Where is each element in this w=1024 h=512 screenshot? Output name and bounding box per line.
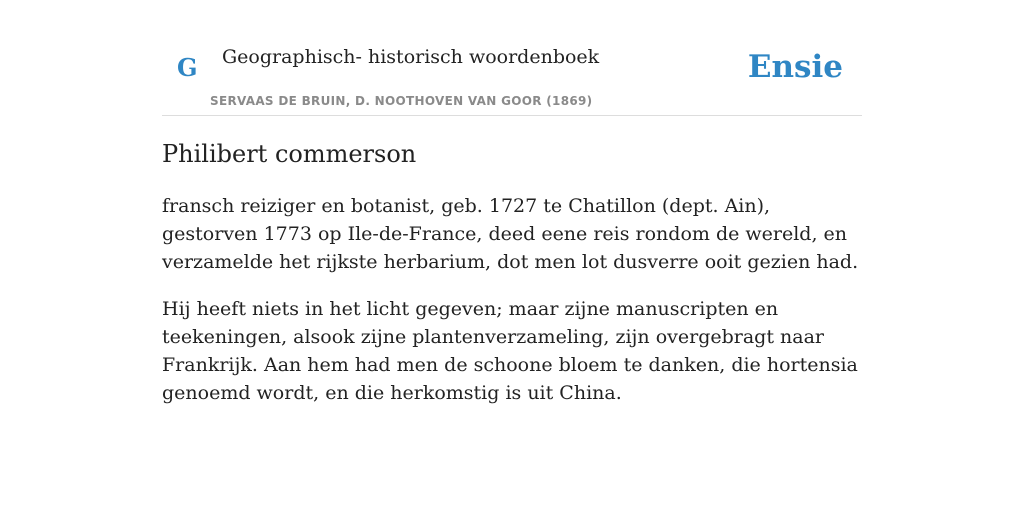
page-container (162, 0, 862, 404)
entry-title: Philibert commerson (162, 140, 417, 168)
entry-paragraph: fransch reiziger en botanist, geb. 1727 te Chatillon (dept. Ain), gestorven 1773 op Ile-de-France, deed eene reis rondom de wereld, en verzamelde het rijkste herbarium, dot men lot dusverre ooit gezien had. (162, 195, 859, 273)
entry-body (162, 192, 862, 426)
book-letter-icon[interactable]: G (177, 53, 198, 82)
ensie-logo-link[interactable]: Ensie (747, 49, 843, 85)
book-title-link[interactable]: Geographisch- historisch woordenboek (222, 46, 600, 68)
book-header (162, 0, 862, 116)
entry-paragraph: Hij heeft niets in het licht gegeven; maar zijne manuscripten en teekeningen, alsook zijne plantenverzameling, zijn overgebragt naar Frankrijk. Aan hem had men de schoone bloem te danken, die hortensia genoemd wordt, en die herkomstig is uit China. (162, 298, 858, 404)
book-authors-year: SERVAAS DE BRUIN, D. NOOTHOVEN VAN GOOR (1869) (210, 94, 593, 108)
